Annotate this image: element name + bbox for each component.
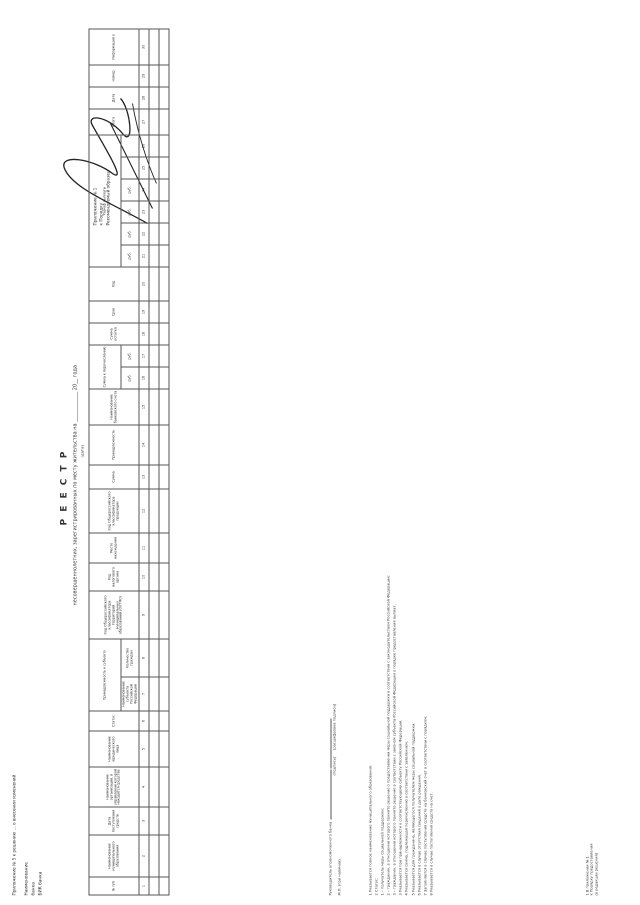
footnote: 7 Заполняется в случае поступления средств на банковский счет в соответствии с порядком. [422, 715, 427, 895]
decoding-caption: (расшифровка подписи) [332, 703, 337, 750]
col-header: Место нахождения [89, 532, 139, 562]
appendix-line: Приложение № 1 [92, 187, 97, 225]
column-number: 15 [139, 388, 148, 424]
col-header: Статус [89, 711, 139, 731]
col-header: Дата [89, 86, 139, 108]
column-number: 9 [139, 590, 148, 638]
col-header: Номер [89, 64, 139, 86]
table-row [148, 28, 158, 894]
column-number: 2 [139, 835, 148, 877]
column-number: 27 [139, 108, 148, 134]
column-number: 21 [139, 244, 148, 266]
col-header: Сумма [89, 464, 139, 488]
header-row [89, 28, 121, 894]
appendix-line: к Порядку [98, 202, 104, 225]
col-header: Дата поступления средств [89, 807, 139, 835]
col-header: Код налогового органа [89, 562, 139, 590]
col-header: Размер выплаты [89, 134, 121, 266]
footnote: 2 – гражданин, в отношении которого принято решение о предоставлении меры социальной поддержки в соответствии с законодательством Российской Федерации; [386, 574, 391, 895]
footnotes [368, 75, 435, 895]
column-number: 23 [139, 200, 148, 222]
column-number: 11 [139, 532, 148, 562]
page-subtitle: несовершеннолетних, зарегистрированных по месту жительства на ____________ 20__ года [72, 364, 78, 605]
stamp-line: (в редакции решения) [593, 852, 598, 895]
footnote: 1 Указывается полное наименование муниципального образования. [368, 764, 372, 895]
column-number: 6 [139, 711, 148, 731]
signature-block [326, 703, 341, 895]
column-number: 30 [139, 28, 148, 64]
col-header: Наименование банковского счета [89, 388, 139, 424]
sub-header: Количество граждан [121, 638, 139, 676]
column-number: 3 [139, 807, 148, 835]
column-number: 19 [139, 300, 148, 322]
column-number: 17 [139, 344, 148, 366]
footnote: 1 – получатель меры социальной поддержки; [380, 807, 385, 895]
col-header: Код Общероссийского классификатора продукции [89, 488, 139, 532]
col-header: Сумма остатка [89, 322, 139, 344]
column-number: 28 [139, 86, 148, 108]
col-header: Наименование организации, в управлении которой находятся средства [89, 767, 139, 807]
date-caption: (дата) [79, 444, 84, 457]
bank-label: банка [30, 881, 36, 895]
column-number: 26 [139, 134, 148, 156]
column-number: 16 [139, 366, 148, 388]
registry-table [88, 28, 169, 895]
column-number: 8 [139, 638, 148, 676]
signer-label: Руководитель уполномоченного банка [328, 821, 332, 895]
seal-note: М.П. (при наличии) [336, 858, 341, 895]
bik-label: БИК банка [37, 871, 43, 895]
stamp-line: 1 В приложении № 1 [585, 855, 589, 895]
col-header: Принадлежность [89, 424, 139, 464]
column-number: 25 [139, 156, 148, 178]
table-row [158, 28, 168, 894]
col-header: Информация о [89, 28, 139, 64]
column-number: 14 [139, 424, 148, 464]
column-number: 20 [139, 266, 148, 300]
col-header: Наименование юридического лица [89, 731, 139, 767]
column-number: 1 [139, 877, 148, 895]
appendix-line: Рекомендуемый образец [104, 169, 110, 225]
page-title: Р Е Е С Т Р [59, 449, 69, 525]
footnote: 6 Указывается в случае отсутствия сведений о дате рождения. [416, 773, 421, 895]
col-header: Принадлежность к субъекту [89, 638, 121, 710]
column-number: 18 [139, 322, 148, 344]
footnote: 8 Указывается в случае поступления средств на счет. [428, 791, 433, 895]
sub-header: Наименование субъекта Российской Федерации [121, 677, 139, 711]
column-number: 24 [139, 178, 148, 200]
column-number-row [139, 28, 148, 894]
unit-cell: руб. [121, 344, 139, 366]
col-header: Код Общероссийского классификатора территорий муниципальных образований (ОКТМО) [89, 590, 139, 638]
sub-header-empty [121, 134, 139, 156]
corner-top-note: Приложение № 5 к решению … о внесении изменений [11, 774, 16, 895]
column-number: 29 [139, 64, 148, 86]
unit-cell: руб. [121, 200, 139, 222]
unit-cell: руб. [121, 222, 139, 244]
column-number: 12 [139, 488, 148, 532]
column-number: 4 [139, 767, 148, 807]
unit-cell: руб. [121, 178, 139, 200]
bank-name-label: Наименование [24, 861, 29, 895]
col-header: Срок [89, 300, 139, 322]
col-header: Итого [89, 108, 139, 134]
col-header: Сумма к перечислению [89, 344, 121, 388]
column-number: 10 [139, 562, 148, 590]
signature-caption: (подпись) [332, 756, 337, 775]
footnote: 4 Указывается сумма, подлежащая перечислению в соответствии с заявлением. [404, 740, 409, 895]
column-number: 7 [139, 677, 148, 711]
unit-cell: руб. [121, 244, 139, 266]
unit-cell: руб. [121, 366, 139, 388]
column-number: 13 [139, 464, 148, 488]
footnote: 5 Указывается для гражданина, являющегося получателем меры социальной поддержки. [410, 722, 415, 895]
stamp-line: к Порядку предоставления [589, 843, 594, 895]
footnote: 3 – гражданин, в отношении которого принято решение в соответствии с законом субъекта Российской Федерации о порядке предоставления выплат. [392, 603, 397, 895]
column-number: 5 [139, 731, 148, 767]
sub-header-empty [121, 156, 139, 178]
col-header: Код [89, 266, 139, 300]
appendix-stamp [585, 843, 598, 895]
bank-header [24, 862, 45, 895]
column-number: 22 [139, 222, 148, 244]
col-header: № п/п [89, 877, 139, 895]
col-header: Наименование муниципального образования [89, 835, 139, 877]
footnote: 2 Статус: [374, 877, 379, 895]
footnote: 3 Указывается при принадлежности к соответствующему субъекту Российской Федерации. [398, 719, 403, 895]
